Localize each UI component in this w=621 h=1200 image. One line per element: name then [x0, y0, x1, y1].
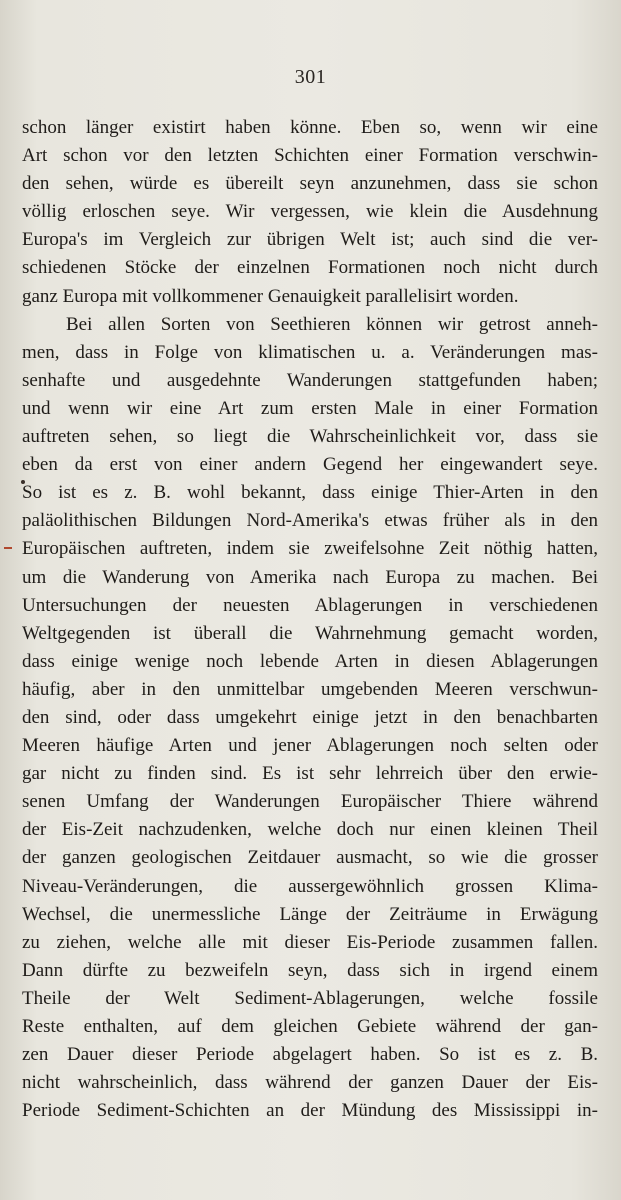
text-line: auftreten sehen, so liegt die Wahrscheinlichkeit vor, dass sie: [22, 426, 598, 448]
text-line: Art schon vor den letzten Schichten einer Formation verschwin-: [22, 145, 598, 167]
text-line: nicht wahrscheinlich, dass während der ganzen Dauer der Eis-: [22, 1072, 598, 1094]
text-line: Weltgegenden ist überall die Wahrnehmung gemacht worden,: [22, 622, 598, 644]
text-line: Bei allen Sorten von Seethieren können wir getrost anneh-: [66, 313, 598, 335]
body-text: [22, 114, 598, 1125]
text-line: häufig, aber in den unmittelbar umgebenden Meeren verschwun-: [22, 678, 598, 700]
text-line: Untersuchungen der neuesten Ablagerungen in verschiedenen: [22, 594, 598, 616]
text-line: So ist es z. B. wohl bekannt, dass einige Thier-Arten in den: [22, 482, 598, 504]
text-line: senhafte und ausgedehnte Wanderungen stattgefunden haben;: [22, 369, 598, 391]
text-line: eben da erst von einer andern Gegend her eingewandert seye.: [22, 454, 598, 476]
text-line: gar nicht zu finden sind. Es ist sehr lehrreich über den erwie-: [22, 763, 598, 785]
text-line: Dann dürfte zu bezweifeln seyn, dass sich in irgend einem: [22, 959, 598, 981]
margin-mark: [4, 547, 12, 549]
text-line: Periode Sediment-Schichten an der Mündung des Mississippi in-: [22, 1100, 598, 1122]
text-line: zen Dauer dieser Periode abgelagert haben. So ist es z. B.: [22, 1044, 598, 1066]
text-line: der ganzen geologischen Zeitdauer ausmacht, so wie die grosser: [22, 847, 598, 869]
text-line: Wechsel, die unermessliche Länge der Zeiträume in Erwägung: [22, 903, 598, 925]
text-line: men, dass in Folge von klimatischen u. a. Veränderungen mas-: [22, 341, 598, 363]
text-line: dass einige wenige noch lebende Arten in diesen Ablagerungen: [22, 650, 598, 672]
text-line: Europa's im Vergleich zur übrigen Welt ist; auch sind die ver-: [22, 229, 598, 251]
text-line: Meeren häufige Arten und jener Ablagerungen noch selten oder: [22, 735, 598, 757]
text-line: ganz Europa mit vollkommener Genauigkeit parallelisirt worden.: [22, 285, 519, 307]
text-line: Theile der Welt Sediment-Ablagerungen, welche fossile: [22, 987, 598, 1009]
text-line: den sehen, würde es übereilt seyn anzunehmen, dass sie schon: [22, 173, 598, 195]
text-line: schon länger existirt haben könne. Eben so, wenn wir eine: [22, 117, 598, 138]
text-line: Europäischen auftreten, indem sie zweifelsohne Zeit nöthig hatten,: [22, 538, 598, 560]
page-number: 301: [294, 66, 327, 88]
text-line: Reste enthalten, auf dem gleichen Gebiete während der gan-: [22, 1016, 598, 1037]
text-line: Niveau-Veränderungen, die aussergewöhnlich grossen Klima-: [22, 875, 598, 897]
text-line: den sind, oder dass umgekehrt einige jetzt in den benachbarten: [22, 706, 598, 728]
text-line: paläolithischen Bildungen Nord-Amerika's etwas früher als in den: [22, 510, 598, 532]
text-line: schiedenen Stöcke der einzelnen Formationen noch nicht durch: [22, 257, 598, 279]
text-line: der Eis-Zeit nachzudenken, welche doch nur einen kleinen Theil: [22, 819, 598, 841]
text-line: und wenn wir eine Art zum ersten Male in einer Formation: [22, 397, 598, 419]
text-line: völlig erloschen seye. Wir vergessen, wie klein die Ausdehnung: [22, 201, 598, 223]
text-line: zu ziehen, welche alle mit dieser Eis-Periode zusammen fallen.: [22, 931, 598, 953]
text-line: senen Umfang der Wanderungen Europäischer Thiere während: [22, 791, 598, 813]
text-line: um die Wanderung von Amerika nach Europa zu machen. Bei: [22, 566, 598, 588]
